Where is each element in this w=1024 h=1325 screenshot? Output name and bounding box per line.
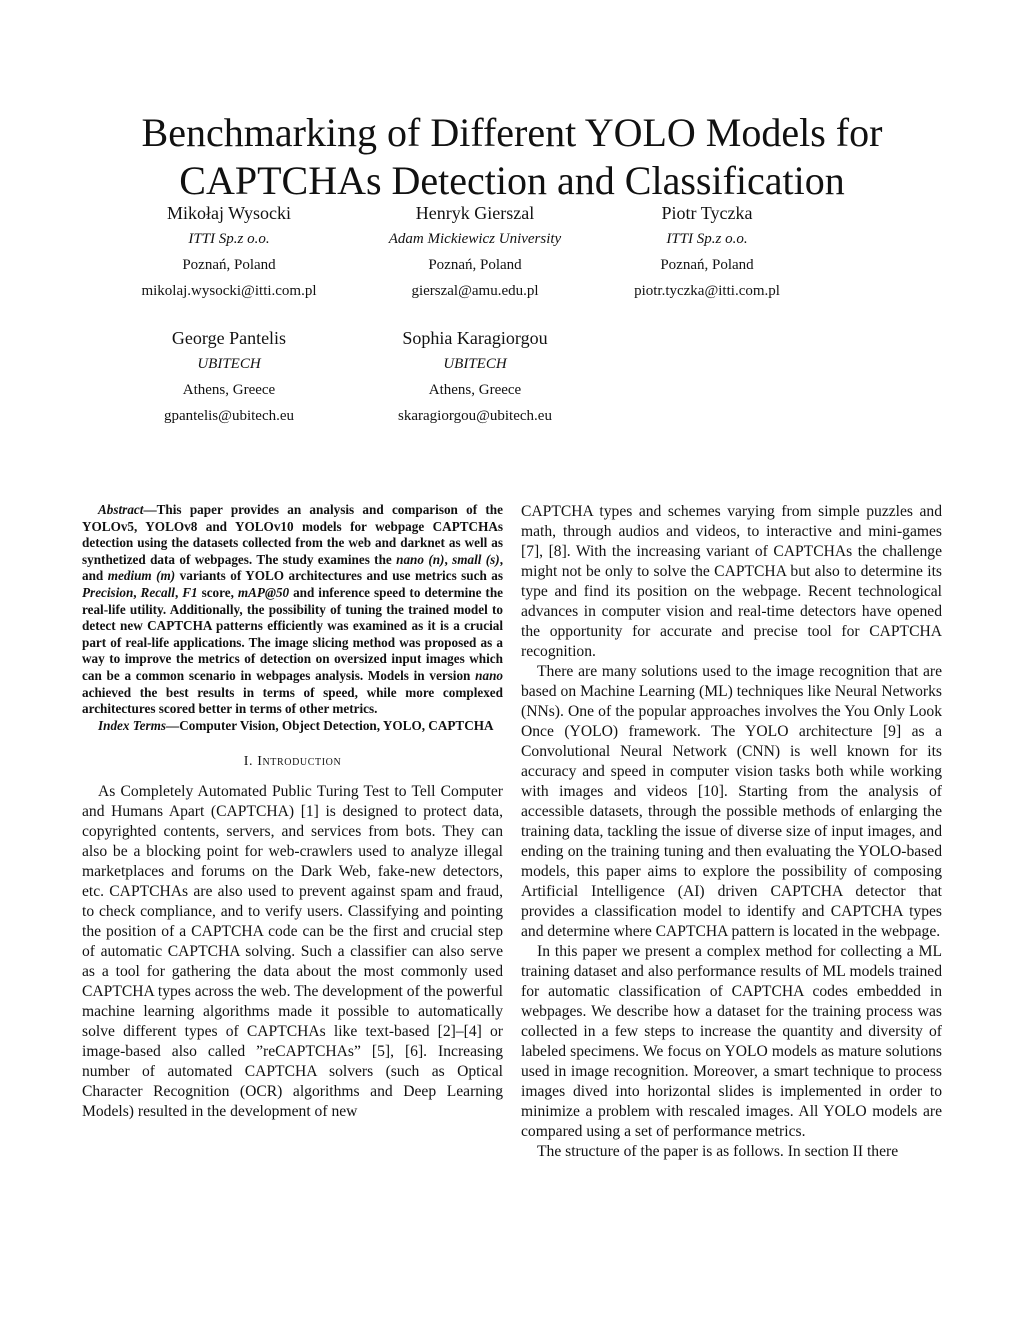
author-location: Athens, Greece	[428, 382, 522, 398]
author-email: piotr.tyczka@itti.com.pl	[634, 283, 780, 299]
author-email: skaragiorgou@ubitech.eu	[398, 408, 552, 424]
index-terms-dash: —	[166, 717, 180, 733]
abstract-text: ,	[444, 551, 453, 567]
abstract-label: Abstract	[98, 502, 144, 517]
author-affiliation: ITTI Sp.z o.o.	[188, 231, 270, 247]
title-line-2: CAPTCHAs Detection and Classification	[179, 157, 845, 203]
left-column	[82, 502, 503, 1122]
abstract-text: and inference speed to determine the real-life utility. Additionally, the possibility of tuning the trained model to detect new CAPTCHA patterns efficiently was examined as it is a crucial part of real-life applications. The image slicing method was proposed as a way to improve the metrics of detection on oversized input images which can be a common scenario in webpages analysis. Models in version	[82, 584, 504, 683]
author-block	[557, 200, 857, 304]
index-terms	[82, 718, 503, 735]
author-block	[325, 325, 625, 429]
author-name: Piotr Tyczka	[661, 203, 753, 223]
body-paragraph: CAPTCHA types and schemes varying from simple puzzles and math, through audios and videos, to interactive and mini-games [7], [8]. With the increasing variant of CAPTCHAs the challenge might not be only to solve the CAPTCHA but also to determine its type and find its position on the webpage. Recent technological advances in computer vision and real-time detectors have opened the opportunity for accurate and precise tool for CAPTCHA recognition.	[521, 503, 942, 660]
abstract-italic: Precision	[82, 584, 134, 600]
author-affiliation: Adam Mickiewicz University	[388, 231, 562, 247]
section-heading	[82, 752, 503, 772]
abstract-text: variants of YOLO architectures and use metrics such as	[175, 568, 503, 584]
author-affiliation: ITTI Sp.z o.o.	[666, 231, 748, 247]
author-location: Poznań, Poland	[182, 257, 276, 273]
author-name: Henryk Gierszal	[415, 203, 535, 223]
right-column	[521, 502, 942, 1162]
author-location: Poznań, Poland	[660, 257, 754, 273]
author-email: mikolaj.wysocki@itti.com.pl	[141, 283, 317, 299]
abstract-text: ,	[174, 584, 183, 600]
abstract-dash: —	[143, 502, 157, 517]
author-name: Sophia Karagiorgou	[402, 328, 548, 348]
abstract-italic: mAP@50	[237, 584, 290, 600]
abstract-text: This paper provides an analysis and comparison of the YOLOv5, YOLOv8 and YOLOv10 models for webpage CAPTCHAs detection using the datasets collected from the web and darknet as well as synthetized data of webpages. The study examines the	[82, 502, 503, 567]
body-paragraph: In this paper we present a complex method for collecting a ML training dataset and also performance results of ML models trained for automatic classification of CAPTCHA codes embedded in webpages. We describe how a dataset for the training process was collected in a few steps to increase the quantity and diversity of labeled specimens. We focus on YOLO models as mature solutions used in image recognition. Moreover, a smart technique to process images dived into horizontal slides is implemented in order to minimize a problem with rescaled images. All YOLO models are compared using a set of performance metrics.	[521, 943, 942, 1140]
author-email: gierszal@amu.edu.pl	[411, 283, 539, 299]
author-email: gpantelis@ubitech.eu	[163, 408, 295, 424]
index-terms-label: Index Terms	[98, 717, 167, 733]
abstract-italic: medium (m)	[107, 568, 176, 584]
abstract-text: ,	[133, 584, 141, 600]
author-affiliation: UBITECH	[197, 356, 261, 372]
section-title: Introduction	[257, 754, 342, 770]
author-name: Mikołaj Wysocki	[166, 203, 292, 223]
abstract-italic: F1	[182, 584, 198, 600]
author-affiliation: UBITECH	[443, 356, 507, 372]
body-paragraph: As Completely Automated Public Turing Test to Tell Computer and Humans Apart (CAPTCHA) [1] is designed to protect data, copyrighted contents, servers, and services from bots. They can also be a blocking point for web-crawlers used to analyze illegal marketplaces and forums on the Dark Web, fake-new detectors, etc. CAPTCHAs are also used to prevent against spam and fraud, to check compliance, and to verify users. Classifying and pointing the position of a CAPTCHA code can be the first and crucial step of automatic CAPTCHA solving. Such a classifier can also serve as a tool for gathering the data about the most commonly used CAPTCHA types across the web. The development of the powerful machine learning algorithms made it possible to automatically solve different types of CAPTCHAs like text-based [2]–[4] or image-based also called ”reCAPTCHAs” [5], [6]. Increasing number of automated CAPTCHA solvers (such as Optical Character Recognition (OCR) algorithms and Deep Learning Models) resulted in the development of new	[82, 783, 503, 1121]
title-line-1: Benchmarking of Different YOLO Models for	[141, 109, 883, 155]
section-number: I.	[243, 754, 254, 770]
index-terms-text: Computer Vision, Object Detection, YOLO, CAPTCHA	[179, 717, 494, 733]
abstract-italic: nano (n)	[396, 551, 445, 567]
abstract-italic: small (s)	[452, 551, 500, 567]
abstract-text: achieved the best results in terms of speed, while more complexed architectures scored better in terms of other metrics.	[82, 684, 503, 717]
abstract-italic: Recall	[140, 584, 175, 600]
author-location: Athens, Greece	[182, 382, 276, 398]
body-paragraph: The structure of the paper is as follows. In section II there	[537, 1143, 899, 1160]
abstract-italic: nano	[475, 667, 503, 683]
author-location: Poznań, Poland	[428, 257, 522, 273]
abstract	[82, 502, 503, 718]
paper-title	[60, 109, 964, 205]
abstract-text: , and	[82, 551, 503, 584]
abstract-text: score,	[197, 584, 238, 600]
author-name: George Pantelis	[171, 328, 287, 348]
body-paragraph: There are many solutions used to the image recognition that are based on Machine Learning (ML) techniques like Neural Networks (NNs). One of the popular approaches involves the You Only Look Once (YOLO) framework. The YOLO architecture [9] as a Convolutional Neural Network (CNN) is well known for its accuracy and speed in computer vision tasks both while working with images and videos [10]. Starting from the analysis of accessible datasets, through the possible methods of enlarging the training data, tackling the issue of diverse size of input images, and ending on the training tuning and then evaluating the YOLO-based models, this paper aims to explore the possibility of composing Artificial Intelligence (AI) driven CAPTCHA detector that provides a classification model to identify and CAPTCHA types and determine where CAPTCHA pattern is located in the webpage.	[521, 663, 942, 940]
